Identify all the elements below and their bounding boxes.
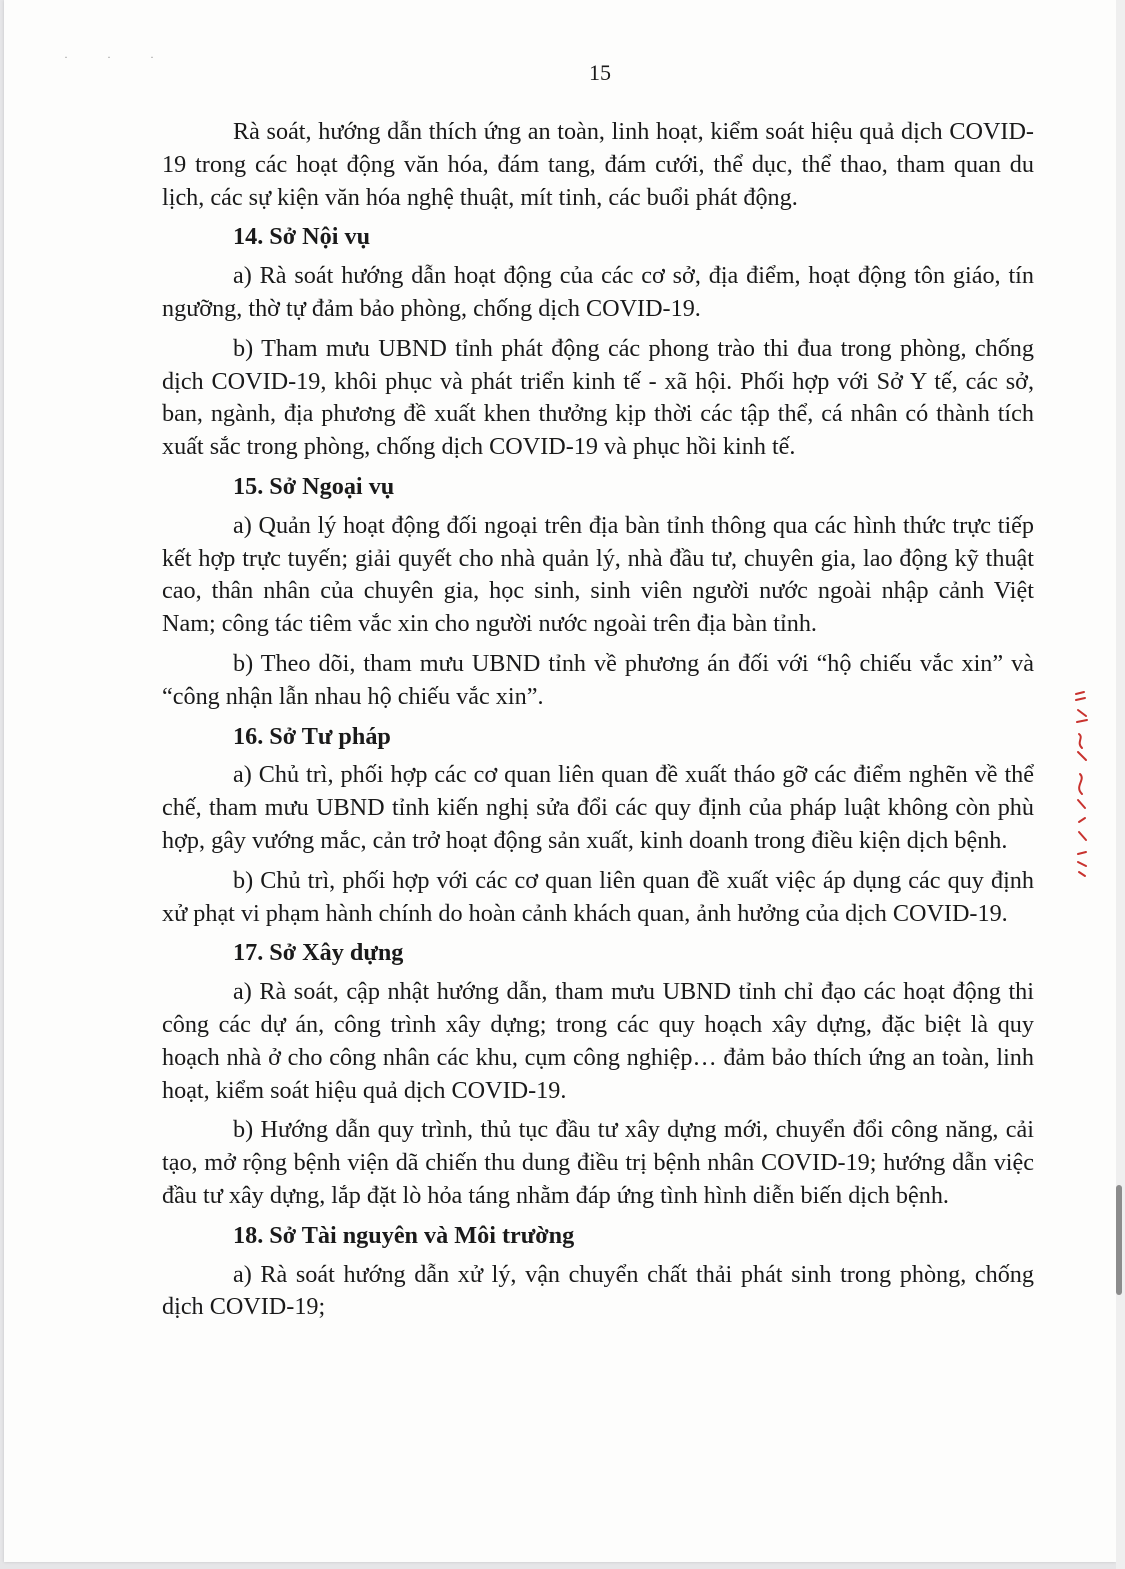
section-heading: 18. Sở Tài nguyên và Môi trường [233,1221,575,1249]
paragraph: a) Rà soát hướng dẫn xử lý, vận chuyển chất thải phát sinh trong phòng, chống dịch COVID-19; [162,1260,1034,1321]
scan-marks: · · · [64,50,172,64]
section-heading: 15. Sở Ngoại vụ [233,472,395,500]
section-heading: 17. Sở Xây dựng [233,939,404,967]
page-body [162,116,1034,1331]
paragraph: b) Tham mưu UBND tỉnh phát động các phong trào thi đua trong phòng, chống dịch COVID-19, khôi phục và phát triển kinh tế - xã hội. Phối hợp với Sở Y tế, các sở, ban, ngành, địa phương đề xuất khen thưởng kịp thời các tập thể, cá nhân có thành tích xuất sắc trong phòng, chống dịch COVID-19 và phục hồi kinh tế. [162,334,1034,461]
paragraph: a) Rà soát, cập nhật hướng dẫn, tham mưu UBND tỉnh chỉ đạo các hoạt động thi công các dự án, công trình xây dựng; trong các quy hoạch xây dựng, đặc biệt là quy hoạch nhà ở cho công nhân các khu, cụm công nghiệp… đảm bảo thích ứng an toàn, linh hoạt, kiểm soát hiệu quả dịch COVID-19. [162,978,1034,1104]
paragraph: a) Quản lý hoạt động đối ngoại trên địa bàn tỉnh thông qua các hình thức trực tiếp kết hợp trực tuyến; giải quyết cho nhà quản lý, nhà đầu tư, chuyên gia, lao động kỹ thuật cao, thân nhân của chuyên gia, học sinh, sinh viên người nước ngoài nhập cảnh Việt Nam; công tác tiêm vắc xin cho người nước ngoài trên địa bàn tỉnh. [162,511,1034,638]
paragraph: a) Rà soát hướng dẫn hoạt động của các cơ sở, địa điểm, hoạt động tôn giáo, tín ngưỡng, thờ tự đảm bảo phòng, chống dịch COVID-19. [162,262,1034,322]
paragraph: b) Chủ trì, phối hợp với các cơ quan liên quan đề xuất việc áp dụng các quy định xử phạt vi phạm hành chính do hoàn cảnh khách quan, ảnh hưởng của dịch COVID-19. [162,866,1034,927]
paragraph: b) Theo dõi, tham mưu UBND tỉnh về phương án đối với “hộ chiếu vắc xin” và “công nhận lẫn nhau hộ chiếu vắc xin”. [162,649,1034,710]
section-heading: 14. Sở Nội vụ [233,223,371,251]
paragraph: Rà soát, hướng dẫn thích ứng an toàn, linh hoạt, kiểm soát hiệu quả dịch COVID-19 trong các hoạt động văn hóa, đám tang, đám cưới, thể dục, thể thao, tham quan du lịch, các sự kiện văn hóa nghệ thuật, mít tinh, các buổi phát động. [162,118,1034,211]
page-number: 15 [589,60,611,85]
document-page [4,0,1116,1562]
scrollbar-thumb[interactable] [1116,1185,1122,1295]
scrollbar[interactable] [1116,0,1125,1569]
paragraph: a) Chủ trì, phối hợp các cơ quan liên quan đề xuất tháo gỡ các điểm nghẽn về thể chế, tham mưu UBND tỉnh kiến nghị sửa đổi các quy định của pháp luật không còn phù hợp, gây vướng mắc, cản trở hoạt động sản xuất, kinh doanh trong điều kiện dịch bệnh. [162,761,1034,854]
paragraph: b) Hướng dẫn quy trình, thủ tục đầu tư xây dựng mới, chuyển đổi công năng, cải tạo, mở rộng bệnh viện dã chiến thu dung điều trị bệnh nhân COVID-19; hướng dẫn việc đầu tư xây dựng, lắp đặt lò hỏa táng nhằm đáp ứng tình hình diễn biến dịch bệnh. [162,1116,1034,1209]
section-heading: 16. Sở Tư pháp [233,722,391,750]
seal-stamp-edge [1070,690,1092,880]
